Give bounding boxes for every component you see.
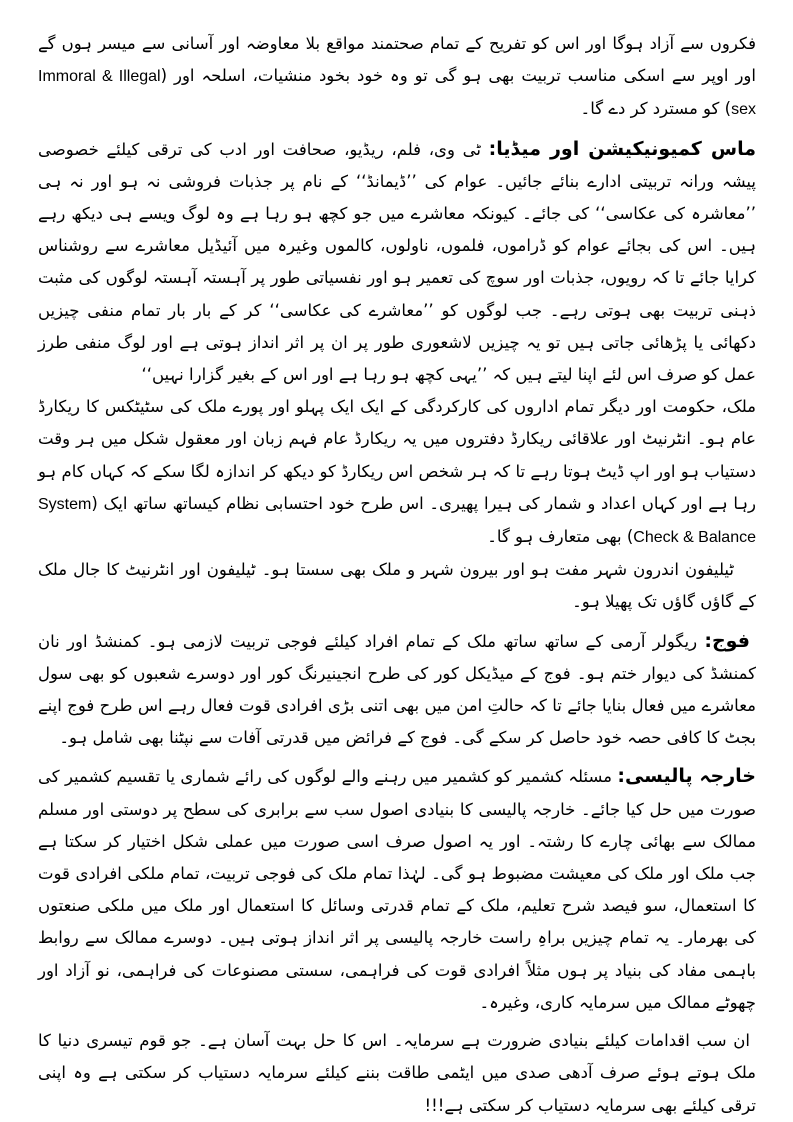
paragraph-text: ) بھی متعارف ہو گا۔ [487, 527, 634, 547]
english-term: System [38, 495, 92, 513]
english-term: Immoral & Illegal sex [38, 68, 756, 119]
section-heading: ماس کمیونیکیشن اور میڈیا: [488, 137, 757, 160]
section-heading: خارجہ پالیسی: [617, 765, 756, 788]
paragraph-text: ٹی وی، فلم، ریڈیو، صحافت اور ادب کی ترقی کیلئے خصوصی پیشہ ورانہ تربیتی ادارے بنائے جائیں۔ عوام کی ’’ڈیمانڈ‘‘ کے نام پر جذبات فروشی نہ ہو اور نہ ہی ’’معاشرہ کی عکاسی‘‘ کی جائے۔ کیونکہ معاشرے میں جو کچھ ہو رہا ہے وہ لوگ ویسے ہی دیکھ رہے ہیں۔ اس کی بجائے عوام کو ڈراموں، فلموں، ناولوں، کالموں وغیرہ میں آئیڈیل معاشرے سے روشناس کرایا جائے تا کہ رویوں، جذبات اور سوچ کی تعمیر ہو اور نفسیاتی طور پر آہستہ آہستہ لوگوں کی مثبت ذہنی تربیت بھی ہوتی رہے۔ جب لوگوں کو ’’معاشرے کی عکاسی‘‘ کر کے بار بار تمام منفی چیزیں دکھائی یا پڑھائی جاتی ہیں تو یہ چیزیں لاشعوری طور پر ان پر اثر انداز ہوتی ہے اور لوگ منفی طرز عمل کو صرف اس لئے اپنا لیتے ہیں کہ ’’یہی کچھ ہو رہا ہے اور اس کے بغیر گزارا نہیں‘‘ [38, 139, 756, 385]
paragraph-text: ملک، حکومت اور دیگر تمام اداروں کی کارکردگی کے ایک ایک پہلو اور پورے ملک کی سٹیٹکس کا ریکارڈ عام ہو۔ انٹرنیٹ اور علاقائی ریکارڈ دفتروں میں یہ ریکارڈ عام فہم زبان اور معقول شکل میں ہر وقت دستیاب ہو اور اپ ڈیٹ ہوتا رہے تا کہ ہر شخص اس ریکارڈ کو دیکھ کر اندازہ لگا سکے کہ کہاں کام ہو رہا ہے اور کہاں اعداد و شمار کی ہیرا پھیری۔ اس طرح خود احتسابی نظام کیساتھ ساتھ ایک ( [38, 397, 756, 513]
english-term: Check & Balance [633, 529, 756, 547]
document-page [38, 28, 757, 1115]
paragraph-mass-communication [38, 133, 756, 392]
paragraph-foreign-policy [38, 760, 756, 1019]
paragraph-text: ان سب اقدامات کیلئے بنیادی ضرورت ہے سرمایہ۔ اس کا حل بہت آسان ہے۔ جو قوم تیسری دنیا کا ملک ہوتے ہوئے صرف آدھی صدی میں ایٹمی طاقت بننے کیلئے سرمایہ دستیاب کر سکتی ہے وہ اپنی ترقی کیلئے بھی سرمایہ دستیاب کر سکتی ہے!!! [38, 1031, 756, 1115]
paragraph-text: مسئلہ کشمیر کو کشمیر میں رہنے والے لوگوں کی رائے شماری یا تقسیم کشمیر کی صورت میں حل کیا جائے۔ خارجہ پالیسی کا بنیادی اصول سب سے برابری کی سطح پر دوستی اور مسلم ممالک سے بھائی چارے کا رشتہ۔ اور یہ اصول صرف اسی صورت میں عملی شکل اختیار کر سکتا ہے جب ملک اور ملک کی معیشت مضبوط ہو گی۔ لہٰذا تمام ملک کی فوجی تربیت، تمام ملکی افرادی قوت کا استعمال، سو فیصد شرح تعلیم، ملک کے تمام قدرتی وسائل کا استعمال اور ملک میں ملکی صنعتوں کی بھرمار۔ یہ تمام چیزیں براہِ راست خارجہ پالیسی پر اثر انداز ہوتی ہیں۔ دوسرے ممالک سے روابط باہمی مفاد کی بنیاد پر ہوں مثلاً افرادی قوت کی فراہمی، سستی مصنوعات کی فراہمی، نو آزاد اور چھوٹے ممالک میں سرمایہ کاری، وغیرہ۔ [38, 767, 756, 1012]
paragraph-text: ) کو مسترد کر دے گا۔ [580, 99, 732, 119]
paragraph-army [38, 625, 756, 755]
paragraph-text: ریگولر آرمی کے ساتھ ساتھ ملک کے تمام افراد کیلئے فوجی تربیت لازمی ہو۔ کمنشڈ اور نان کمنشڈ کی دیوار ختم ہو۔ فوج کے میڈیکل کور کی طرح انجینیرنگ کور اور دوسرے شعبوں کو بھی سول معاشرے میں فعال بنایا جائے تا کہ حالتِ امن میں بھی اتنی بڑی افرادی قوت فعال رہے اس طرح فوج اپنے بجٹ کا کافی حصہ خود حاصل کر سکے گی۔ فوج کے فرائض میں قدرتی آفات سے نپٹنا بھی شامل ہو۔ [38, 631, 756, 748]
paragraph-capital [38, 1025, 756, 1122]
section-heading: فوج: [704, 629, 750, 652]
paragraph-text: فکروں سے آزاد ہوگا اور اس کو تفریح کے تمام صحتمند مواقع بلا معاوضہ اور آسانی سے میسر ہوں گے اور اوپر سے اسکی مناسب تربیت بھی ہو گی تو وہ خود بخود منشیات، اسلحہ اور ( [38, 34, 756, 86]
paragraph-freedom [38, 28, 756, 127]
paragraph-text: ٹیلیفون اندرون شہر مفت ہو اور بیرون شہر و ملک بھی سستا ہو۔ ٹیلیفون اور انٹرنیٹ کا جال ملک کے گاؤں گاؤں تک پھیلا ہو۔ [38, 560, 756, 612]
paragraph-statistics [38, 391, 756, 554]
paragraph-telephone [38, 554, 756, 618]
